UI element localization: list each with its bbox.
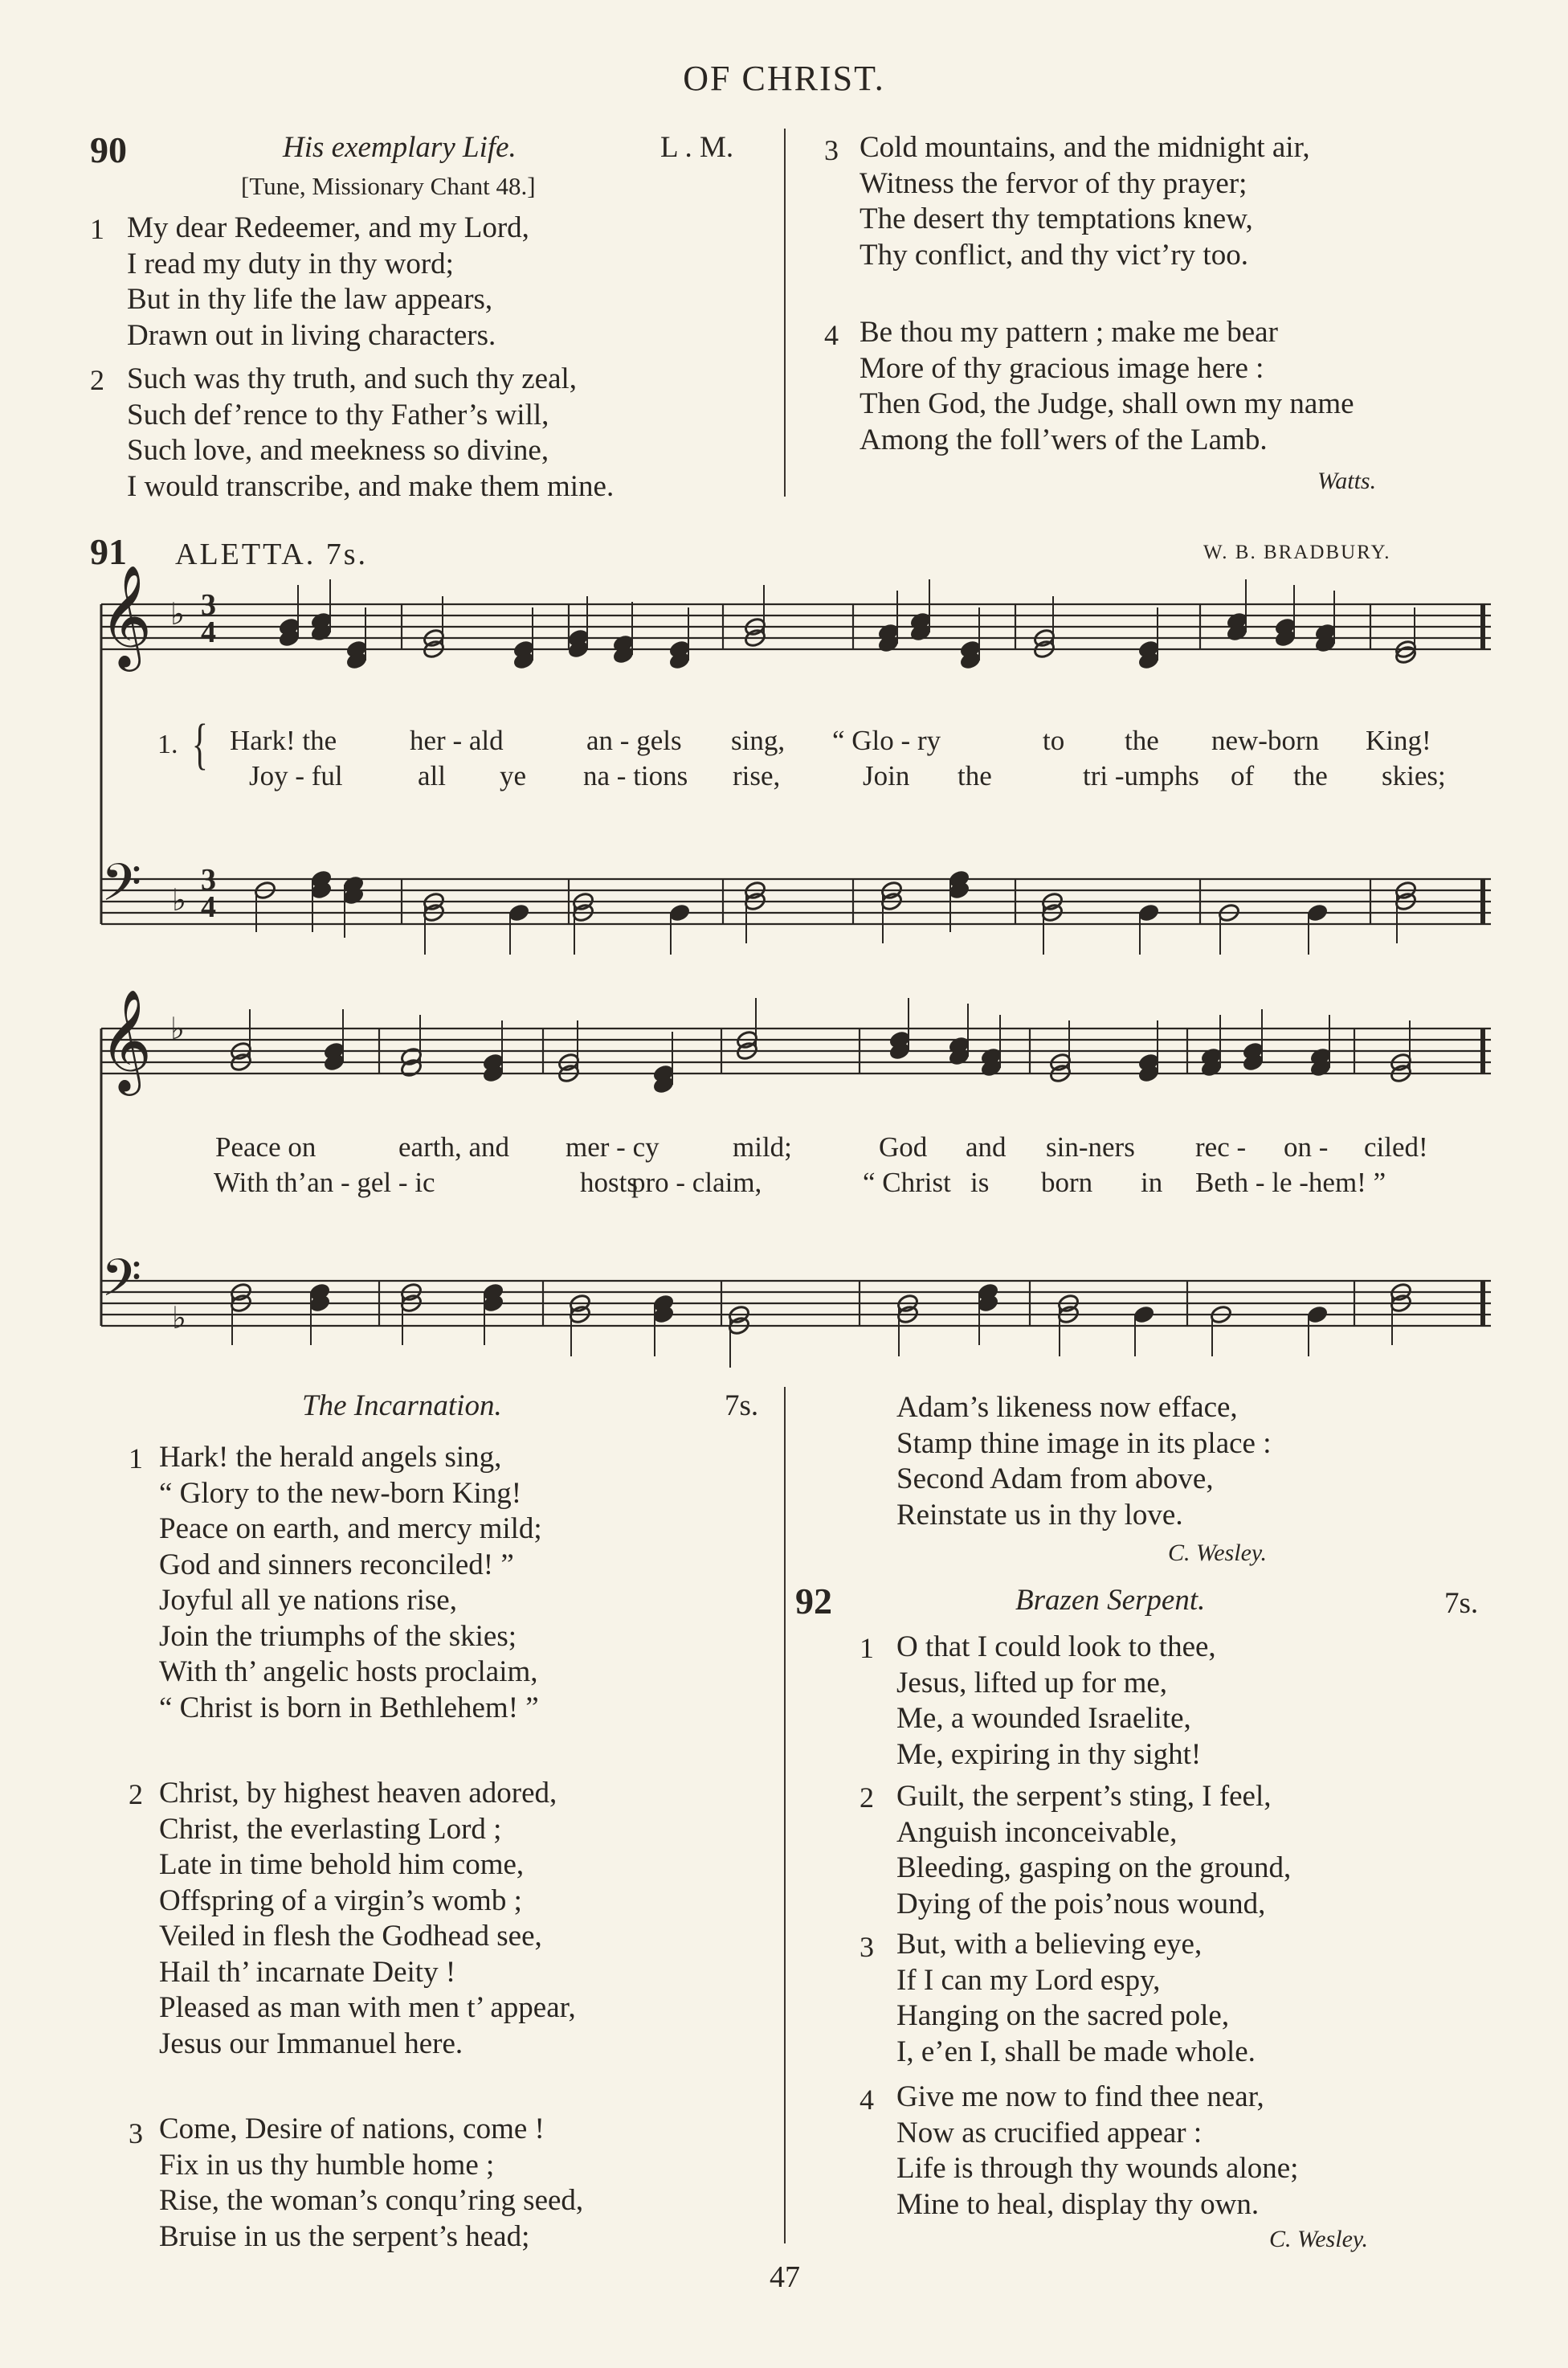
stanza-number: 2 (860, 1781, 874, 1814)
brace-icon: { (191, 714, 208, 775)
lyric-syllable: in (1141, 1167, 1163, 1198)
treble-clef-icon: 𝄞 (100, 992, 153, 1090)
verse-line: Me, expiring in thy sight! (896, 1737, 1202, 1771)
lyric-syllable: and (966, 1131, 1007, 1163)
hymn-92-author: C. Wesley. (1269, 2226, 1369, 2252)
lyric-syllable: the (1125, 725, 1159, 756)
hymn-91-meter: 7s. (725, 1389, 759, 1422)
stanza-number: 3 (860, 1931, 874, 1963)
verse-line: Bleeding, gasping on the ground, (896, 1851, 1292, 1884)
verse-line: Christ, by highest heaven adored, (159, 1777, 557, 1810)
hymn-92-stanza-1 (860, 1630, 1216, 1773)
verse-line: Me, a wounded Israelite, (896, 1702, 1191, 1735)
lyric-syllable: Joy - ful (249, 760, 343, 791)
lyric-syllable: new-born (1211, 725, 1320, 756)
verse-line: Life is through thy wounds alone; (896, 2152, 1299, 2185)
verse-line: Witness the fervor of thy prayer; (860, 166, 1247, 200)
verse-line: “ Glory to the new-born King! (159, 1476, 522, 1510)
hymn-90-meter: L . M. (660, 131, 734, 164)
verse-label: 1. (157, 730, 178, 759)
verse-line: Hanging on the sacred pole, (896, 1999, 1230, 2032)
hymn-90-tune-note: [Tune, Missionary Chant 48.] (241, 172, 536, 200)
verse-line: I, e’en I, shall be made whole. (896, 2035, 1256, 2068)
verse-line: Christ, the everlasting Lord ; (159, 1812, 502, 1846)
flat-icon: ♭ (172, 884, 186, 918)
lyric-syllable: rec - (1195, 1131, 1247, 1163)
lyric-syllable: na - tions (583, 760, 688, 791)
lyric-syllable: God (879, 1131, 928, 1163)
lyric-syllable: hosts (580, 1167, 638, 1198)
verse-line: Jesus our Immanuel here. (159, 2027, 463, 2060)
lyric-syllable: all (418, 760, 446, 791)
verse-line: Bruise in us the serpent’s head; (159, 2219, 530, 2253)
verse-line: Veiled in flesh the Godhead see, (159, 1920, 542, 1953)
lyric-syllable: is (970, 1167, 990, 1198)
verse-line: But in thy life the law appears, (127, 283, 493, 316)
lyric-syllable: of (1231, 760, 1255, 791)
verse-line: With th’ angelic hosts proclaim, (159, 1655, 538, 1688)
lyric-syllable: “ Glo - ry (832, 725, 941, 756)
lyric-syllable: mild; (733, 1131, 792, 1163)
lyric-syllable: the (958, 760, 992, 791)
verse-line: The desert thy temptations knew, (860, 202, 1253, 235)
verse-line: Guilt, the serpent’s sting, I feel, (896, 1780, 1272, 1813)
verse-line: I read my duty in thy word; (127, 247, 454, 280)
hymn-92-number: 92 (795, 1581, 832, 1622)
hymn-91-continuation (896, 1390, 1272, 1533)
lyric-syllable: earth, and (398, 1131, 509, 1163)
verse-line: Jesus, lifted up for me, (896, 1666, 1168, 1699)
verse-line: Hark! the herald angels sing, (159, 1441, 502, 1474)
verse-line: Be thou my pattern ; make me bear (860, 316, 1278, 349)
verse-line: Cold mountains, and the midnight air, (860, 131, 1310, 164)
verse-line: Then God, the Judge, shall own my name (860, 387, 1354, 420)
hymn-91-author: C. Wesley. (1168, 1540, 1268, 1566)
lyric-syllable: sin-ners (1046, 1131, 1135, 1163)
hymn-90-number: 90 (90, 129, 127, 170)
verse-line: Thy conflict, and thy vict’ry too. (860, 238, 1248, 272)
bass-clef-icon: 𝄢 (101, 1249, 142, 1319)
verse-line: Offspring of a virgin’s womb ; (159, 1883, 522, 1917)
verse-line: Stamp thine image in its place : (896, 1426, 1272, 1460)
verse-line: Rise, the woman’s conqu’ring seed, (159, 2184, 584, 2217)
tune-91-number: 91 (90, 531, 127, 572)
hymn-90-author: Watts. (1317, 468, 1377, 494)
flat-icon: ♭ (170, 598, 185, 632)
verse-line: Join the triumphs of the skies; (159, 1619, 517, 1653)
stanza-number: 3 (824, 134, 839, 166)
page-number: 47 (770, 2260, 800, 2294)
hymn-92-stanza-4 (860, 2080, 1298, 2223)
verse-line: Pleased as man with men t’ appear, (159, 1991, 576, 2024)
lyric-syllable: ciled! (1364, 1131, 1428, 1163)
hymn-91-title: The Incarnation. (302, 1389, 502, 1422)
verse-line: I would transcribe, and make them mine. (127, 469, 615, 503)
lyric-syllable: born (1041, 1167, 1093, 1198)
lyric-syllable: “ Christ (863, 1167, 951, 1198)
verse-line: O that I could look to thee, (896, 1630, 1216, 1663)
verse-line: Second Adam from above, (896, 1462, 1214, 1495)
verse-line: Mine to heal, display thy own. (896, 2187, 1260, 2221)
running-head: OF CHRIST. (683, 59, 885, 98)
lyric-syllable: rise, (733, 760, 781, 791)
tune-91-name: ALETTA. 7s. (175, 538, 368, 571)
lyric-syllable: sing, (731, 725, 786, 756)
lyric-syllable: Hark! the (230, 725, 337, 756)
hymn-90-title: His exemplary Life. (283, 131, 517, 164)
stanza-number: 4 (860, 2084, 874, 2116)
hymn-91-stanza-3 (129, 2112, 583, 2255)
verse-line: Anguish inconceivable, (896, 1815, 1178, 1849)
lyric-syllable: on - (1284, 1131, 1329, 1163)
verse-line: Hail th’ incarnate Deity ! (159, 1955, 456, 1989)
lyric-syllable: pro - claim, (631, 1167, 762, 1198)
verse-line: Peace on earth, and mercy mild; (159, 1512, 542, 1545)
lyric-syllable: mer - cy (566, 1131, 659, 1163)
verse-line: Dying of the pois’nous wound, (896, 1887, 1266, 1920)
stanza-number: 1 (90, 213, 104, 245)
flat-icon: ♭ (172, 1302, 186, 1335)
hymn-92-meter: 7s. (1444, 1587, 1479, 1620)
stanza-number: 2 (90, 364, 104, 396)
verse-line: Such def’rence to thy Father’s will, (127, 398, 549, 431)
verse-line: My dear Redeemer, and my Lord, (127, 211, 529, 244)
verse-line: Reinstate us in thy love. (896, 1498, 1183, 1532)
lyric-syllable: Peace on (215, 1131, 316, 1163)
lyric-syllable: Join (863, 760, 910, 791)
hymn-92-title: Brazen Serpent. (1015, 1584, 1206, 1617)
stanza-number: 1 (129, 1442, 143, 1474)
lyric-syllable: to (1043, 725, 1065, 756)
verse-line: Adam’s likeness now efface, (896, 1391, 1238, 1424)
hymn-91-stanza-2 (129, 1776, 576, 2062)
verse-line: Among the foll’wers of the Lamb. (860, 423, 1268, 456)
lyric-syllable: an - gels (586, 725, 682, 756)
stanza-number: 2 (129, 1778, 143, 1810)
bass-clef-icon: 𝄢 (101, 854, 142, 924)
tune-91-composer: W. B. BRADBURY. (1203, 542, 1391, 563)
verse-line: Give me now to find thee near, (896, 2080, 1264, 2113)
verse-line: Late in time behold him come, (159, 1848, 525, 1881)
time-signature-bass: 3 4 (201, 863, 216, 924)
lyric-syllable: King! (1366, 725, 1431, 756)
verse-line: God and sinners reconciled! ” (159, 1548, 514, 1581)
verse-line: Fix in us thy humble home ; (159, 2148, 495, 2182)
stanza-number: 1 (860, 1632, 874, 1664)
verse-line: If I can my Lord espy, (896, 1963, 1161, 1997)
verse-line: Drawn out in living characters. (127, 318, 496, 352)
hymn-92-stanza-2 (860, 1779, 1291, 1922)
hymn-92-stanza-3 (860, 1927, 1256, 2070)
lyric-syllable: the (1293, 760, 1328, 791)
treble-clef-icon: 𝄞 (100, 567, 153, 665)
lyric-syllable: her - ald (410, 725, 504, 756)
lyric-syllable: With th’an - gel - ic (214, 1167, 435, 1198)
column-rule-bottom (784, 1387, 786, 2243)
verse-line: Now as crucified appear : (896, 2116, 1203, 2149)
verse-line: Such was thy truth, and such thy zeal, (127, 362, 578, 395)
time-signature-treble: 3 4 (201, 588, 216, 649)
verse-line: “ Christ is born in Bethlehem! ” (159, 1691, 539, 1724)
lyric-syllable: skies; (1382, 760, 1446, 791)
verse-line: But, with a believing eye, (896, 1928, 1203, 1961)
stanza-number: 3 (129, 2117, 143, 2149)
lyric-syllable: tri -umphs (1083, 760, 1199, 791)
verse-line: More of thy gracious image here : (860, 351, 1264, 385)
hymn-91-stanza-1 (129, 1440, 542, 1726)
verse-line: Joyful all ye nations rise, (159, 1584, 457, 1617)
lyric-syllable: Beth - le -hem! ” (1195, 1167, 1386, 1198)
flat-icon: ♭ (170, 1012, 185, 1046)
verse-line: Such love, and meekness so divine, (127, 434, 549, 467)
verse-line: Come, Desire of nations, come ! (159, 2112, 545, 2145)
lyric-syllable: ye (500, 760, 527, 791)
stanza-number: 4 (824, 319, 839, 351)
